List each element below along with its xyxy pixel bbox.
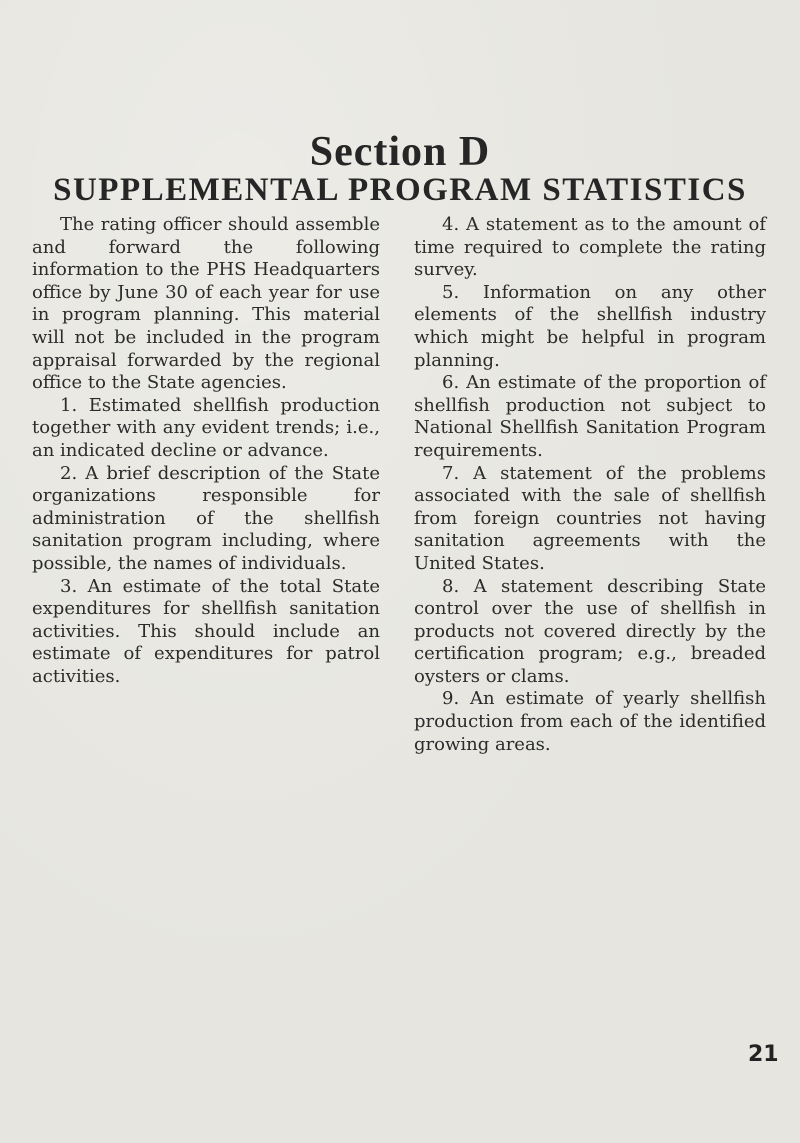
list-item-7: 7. A statement of the problems associated with the sale of shellfish from foreign countries not having sanitation agreements with the United States. xyxy=(414,462,766,574)
list-item-5: 5. Information on any other elements of the shellfish industry which might be helpful in program planning. xyxy=(414,281,766,371)
page-number: 21 xyxy=(748,1042,779,1067)
intro-paragraph: The rating officer should assemble and forward the following information to the PHS Headquarters office by June 30 of each year for use in program planning. This material will not be included in the program appraisal forwarded by the regional office to the State agencies. xyxy=(32,214,380,394)
list-item-6: 6. An estimate of the proportion of shellfish production not subject to National Shellfish Sanitation Program requirements. xyxy=(414,372,766,461)
list-item-2: 2. A brief description of the State organizations responsible for administration of the shellfish sanitation program including, where possible, the names of individuals. xyxy=(32,462,380,574)
section-subtitle: SUPPLEMENTAL PROGRAM STATISTICS xyxy=(53,172,747,208)
list-item-4: 4. A statement as to the amount of time required to complete the rating survey. xyxy=(414,214,766,281)
left-column xyxy=(32,214,380,688)
list-item-1: 1. Estimated shellfish production together with any evident trends; i.e., an indicated decline or advance. xyxy=(32,394,380,461)
list-item-3: 3. An estimate of the total State expenditures for shellfish sanitation activities. This should include an estimate of expenditures for patrol activities. xyxy=(32,575,380,687)
list-item-8: 8. A statement describing State control over the use of shellfish in products not covered directly by the certification program; e.g., breaded oysters or clams. xyxy=(414,575,766,687)
right-column xyxy=(414,214,766,756)
section-title: Section D xyxy=(309,129,491,175)
list-item-9: 9. An estimate of yearly shellfish production from each of the identified growing areas. xyxy=(414,688,766,755)
